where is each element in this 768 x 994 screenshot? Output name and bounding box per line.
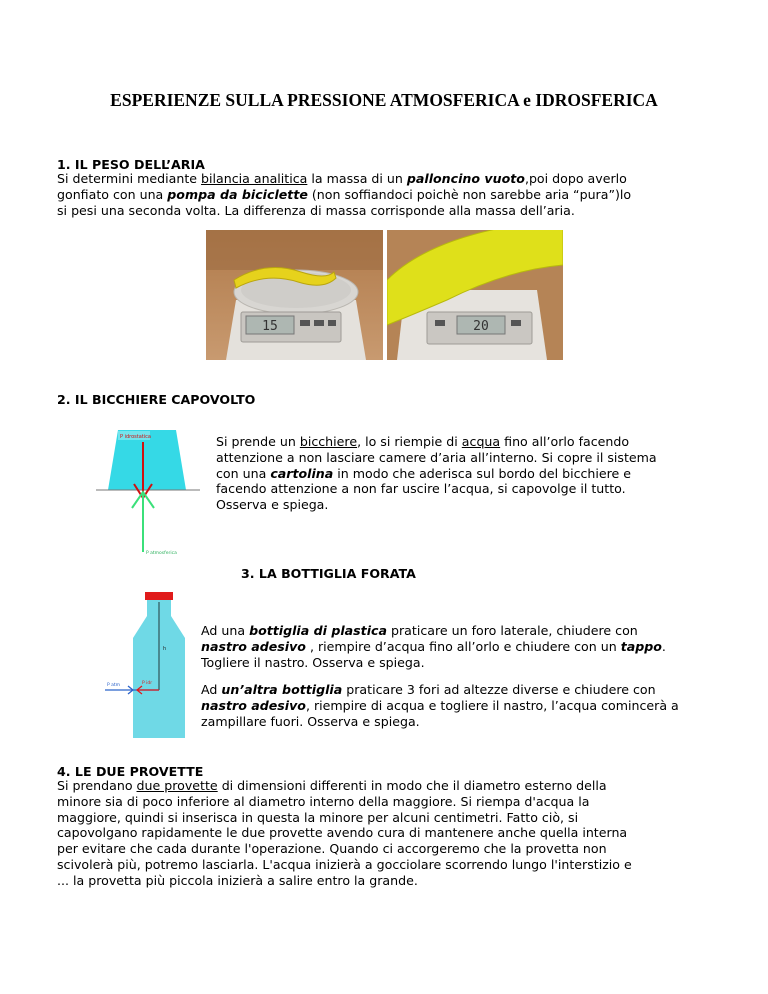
text: capovolgano rapidamente le due provette avendo cura di mantenere anche quella interna: [57, 825, 628, 841]
text: di dimensioni differenti in modo che il diametro esterno della: [217, 778, 607, 793]
text: praticare 3 fori ad altezze diverse e chiudere con: [342, 682, 656, 698]
section-3-heading: 3. LA BOTTIGLIA FORATA: [241, 566, 416, 581]
text: Ad una: [201, 623, 250, 638]
text: Togliere il nastro. Osserva e spiega.: [201, 654, 425, 670]
glass-diagram-graphic: [96, 422, 200, 562]
text: , riempire d’acqua fino all’orlo e chiudere con un: [305, 638, 621, 654]
bottle-pidr-label: P idr: [142, 681, 153, 686]
text: maggiore, quindi si inserisca in questa la minore per alcuni centimetri. Fatto ciò, si: [57, 809, 579, 825]
text-bold-italic: pompa da biciclette: [167, 186, 308, 202]
glass-bottom-label: P atmosferica: [146, 551, 177, 556]
text: Si prendano: [57, 778, 137, 793]
text: si pesi una seconda volta. La differenza di massa corrisponde alla massa dell’aria.: [57, 202, 575, 218]
text-bold-italic: un’altra bottiglia: [221, 682, 343, 698]
glass-top-label: P idrostatica: [120, 434, 151, 440]
bottle-diagram: [85, 590, 195, 740]
text: con una: [216, 465, 271, 481]
text-bold-italic: nastro adesivo: [201, 638, 306, 654]
bottle-height-label: h: [163, 646, 167, 652]
text: (non soffiandoci poichè non sarebbe aria “pura”)lo: [307, 186, 632, 202]
text: .: [661, 638, 666, 654]
text-bold-italic: cartolina: [270, 465, 334, 481]
text-underlined: bicchiere: [299, 434, 358, 449]
bottle-patm-label: P atm: [107, 683, 121, 688]
scale-photo-inflated-balloon: [387, 230, 563, 360]
section-1-text: [57, 171, 737, 218]
text-bold-italic: tappo: [620, 638, 662, 654]
text: zampillare fuori. Osserva e spiega.: [201, 713, 420, 729]
section-4-heading: 4. LE DUE PROVETTE: [57, 764, 204, 779]
text-underlined: bilancia analitica: [201, 171, 308, 186]
text: praticare un foro laterale, chiudere con: [386, 623, 638, 638]
text: fino all’orlo facendo: [500, 434, 630, 449]
text: scivolerà più, potremo lasciarla. L'acqua inizierà a gocciolare scorrendo lungo l'interstizio e: [57, 856, 632, 872]
text: attenzione a non lasciare camere d’aria all’interno. Si copre il sistema: [216, 449, 657, 465]
section-4-text: [57, 778, 757, 889]
text: la massa di un: [307, 171, 407, 186]
text-underlined: due provette: [136, 778, 218, 793]
section-2-text: [216, 434, 736, 513]
glass-diagram: [96, 422, 200, 562]
scale-photo-empty-balloon: [206, 230, 383, 360]
text: Si prende un: [216, 434, 300, 449]
text-underlined: acqua: [461, 434, 501, 449]
page-title: ESPERIENZE SULLA PRESSIONE ATMOSFERICA e IDROSFERICA: [110, 90, 658, 110]
text: ... la provetta più piccola inizierà a salire entro la grande.: [57, 872, 418, 888]
text: Si determini mediante: [57, 171, 202, 186]
section-1-heading: 1. IL PESO DELL’ARIA: [57, 157, 205, 172]
text: gonfiato con una: [57, 186, 168, 202]
text: , lo si riempie di: [357, 434, 462, 449]
text: minore sia di poco inferiore al diametro interno della maggiore. Si riempa d'acqua la: [57, 793, 590, 809]
text-bold-italic: nastro adesivo: [201, 698, 306, 714]
section-3-text: [201, 623, 736, 730]
text-bold-italic: palloncino vuoto: [406, 171, 525, 186]
text-bold-italic: bottiglia di plastica: [249, 623, 387, 638]
scale-1-readout: 15: [262, 319, 278, 334]
text: ,poi dopo averlo: [524, 171, 627, 186]
text: per evitare che cada durante l'operazione. Quando ci accorgeremo che la provetta non: [57, 841, 607, 857]
text: Ad: [201, 682, 222, 698]
text: , riempire di acqua e togliere il nastro, l’acqua comincerà a: [305, 698, 679, 714]
text: Osserva e spiega.: [216, 497, 329, 513]
scale-photo-1-graphic: [206, 230, 383, 360]
text: facendo attenzione a non far uscire l’acqua, si capovolge il tutto.: [216, 481, 626, 497]
scale-2-readout: 20: [473, 319, 489, 334]
text: in modo che aderisca sul bordo del bicchiere e: [333, 465, 632, 481]
bottle-diagram-graphic: [85, 590, 195, 740]
section-2-heading: 2. IL BICCHIERE CAPOVOLTO: [57, 392, 256, 407]
scale-photo-2-graphic: [387, 230, 563, 360]
